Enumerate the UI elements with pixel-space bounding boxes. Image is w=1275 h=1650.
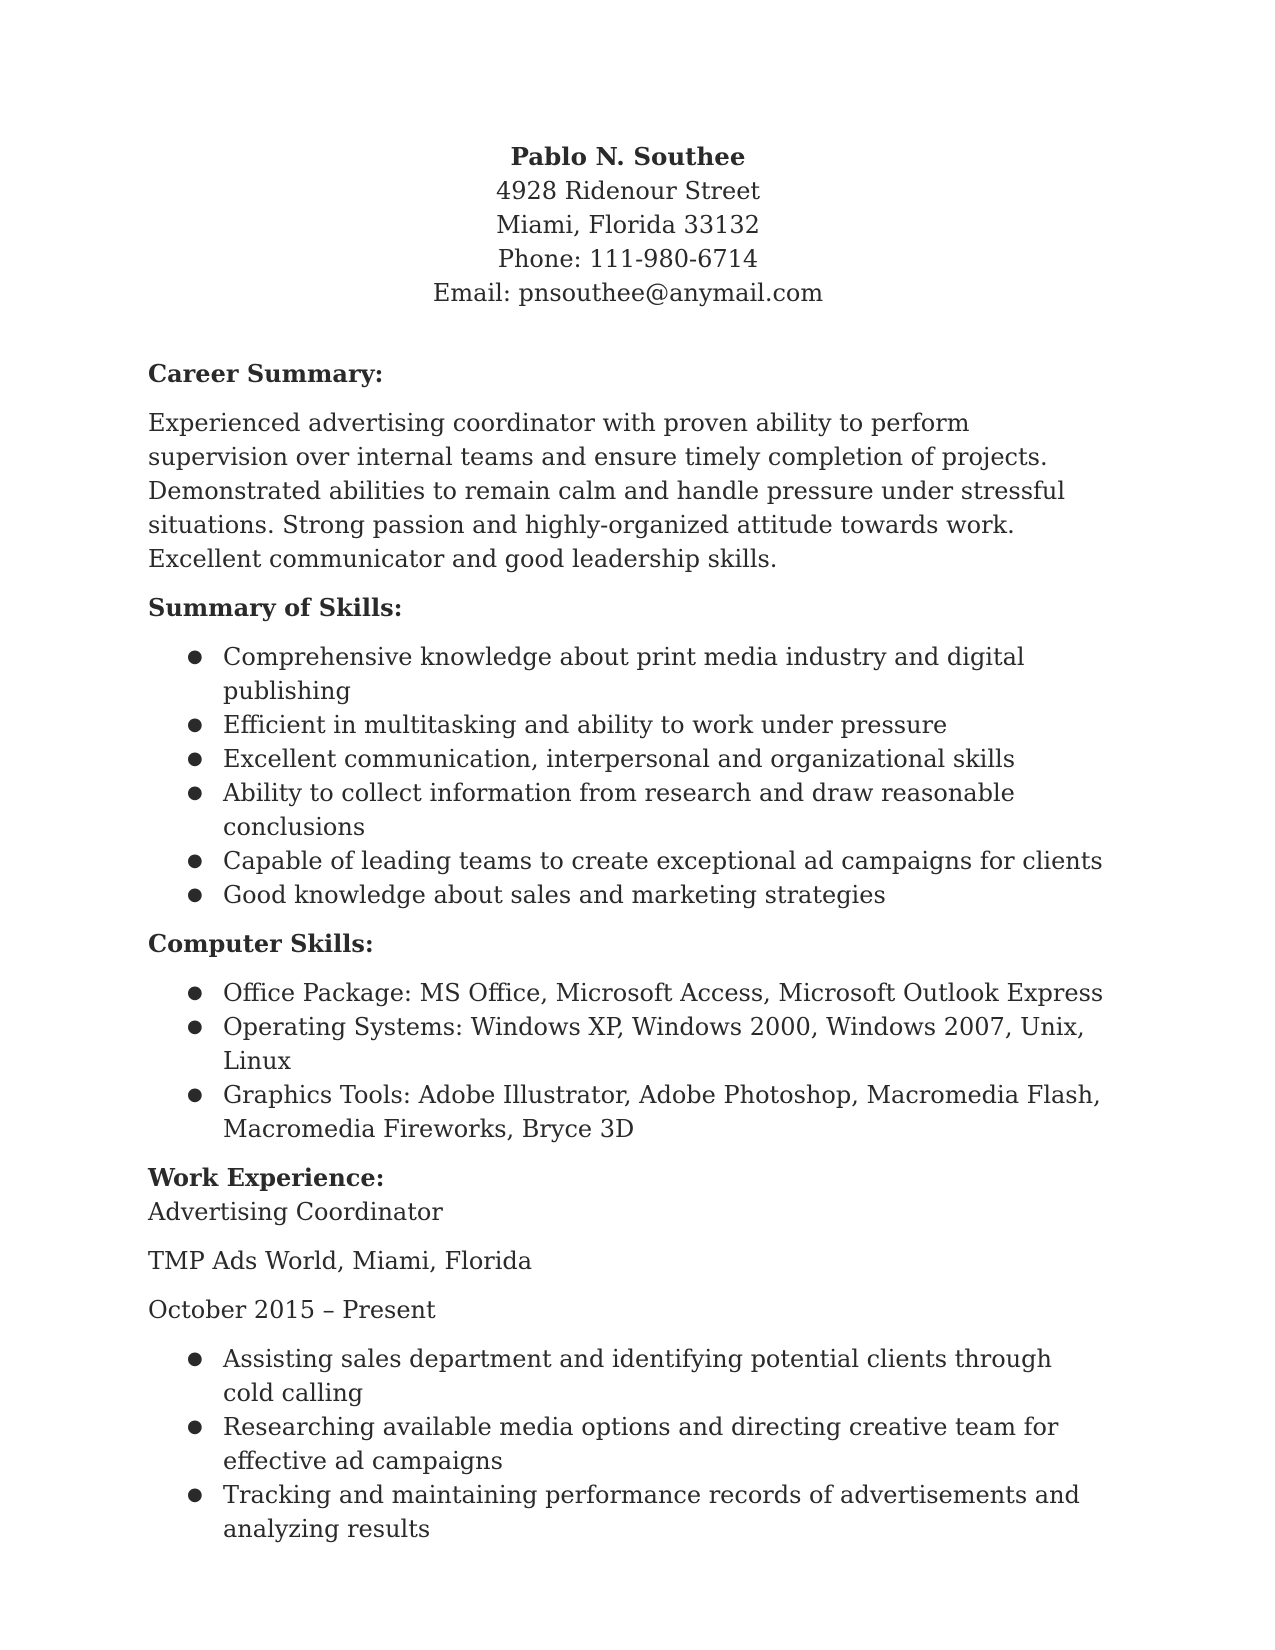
skills-heading: Summary of Skills: <box>148 593 403 622</box>
contact-header <box>148 140 1108 310</box>
career-summary-text: Experienced advertising coordinator with proven ability to perform supervision over internal teams and ensure timely completion of projects. Demonstrated abilities to remain calm and handle pressure under stressful situations. Strong passion and highly-organized attitude towards work. Excellent communicator and good leadership skills. <box>148 409 1066 573</box>
skill-text: Excellent communication, interpersonal and organizational skills <box>223 745 1016 773</box>
list-item <box>148 1342 1108 1410</box>
computer-skills-heading: Computer Skills: <box>148 929 374 958</box>
list-item <box>148 776 1108 844</box>
list-item <box>148 708 1108 742</box>
phone-number: Phone: 111-980-6714 <box>497 245 759 273</box>
bullet-icon: ● <box>187 646 203 667</box>
bullet-icon: ● <box>187 748 203 769</box>
list-item <box>148 844 1108 878</box>
employment-dates: October 2015 – Present <box>148 1296 436 1324</box>
computer-skills-list <box>148 976 1108 1146</box>
skills-list <box>148 640 1108 912</box>
skill-text: Efficient in multitasking and ability to work under pressure <box>223 711 948 739</box>
resume-page <box>148 140 1108 1546</box>
computer-skill-text: Graphics Tools: Adobe Illustrator, Adobe Photoshop, Macromedia Flash, Macromedia Fireworks, Bryce 3D <box>223 1081 1101 1143</box>
list-item <box>148 1078 1108 1146</box>
bullet-icon: ● <box>187 1484 203 1505</box>
skill-text: Ability to collect information from research and draw reasonable conclusions <box>223 779 1015 841</box>
list-item <box>148 640 1108 708</box>
company-location: TMP Ads World, Miami, Florida <box>148 1247 533 1275</box>
bullet-icon: ● <box>187 1084 203 1105</box>
skill-text: Comprehensive knowledge about print media industry and digital publishing <box>223 643 1025 705</box>
bullet-icon: ● <box>187 884 203 905</box>
bullet-icon: ● <box>187 982 203 1003</box>
email-address: Email: pnsouthee@anymail.com <box>432 279 824 307</box>
list-item <box>148 976 1108 1010</box>
list-item <box>148 1478 1108 1546</box>
address-line-2: Miami, Florida 33132 <box>496 211 760 239</box>
duty-text: Tracking and maintaining performance records of advertisements and analyzing results <box>223 1481 1080 1543</box>
skill-text: Good knowledge about sales and marketing strategies <box>223 881 886 909</box>
bullet-icon: ● <box>187 714 203 735</box>
list-item <box>148 1010 1108 1078</box>
list-item <box>148 1410 1108 1478</box>
skill-text: Capable of leading teams to create exceptional ad campaigns for clients <box>223 847 1103 875</box>
duty-text: Researching available media options and directing creative team for effective ad campaigns <box>223 1413 1059 1475</box>
address-line-1: 4928 Ridenour Street <box>495 177 761 205</box>
work-experience-heading: Work Experience: <box>148 1163 385 1192</box>
work-duties-list <box>148 1342 1108 1546</box>
bullet-icon: ● <box>187 782 203 803</box>
bullet-icon: ● <box>187 1016 203 1037</box>
bullet-icon: ● <box>187 1416 203 1437</box>
duty-text: Assisting sales department and identifying potential clients through cold calling <box>223 1345 1052 1407</box>
job-title: Advertising Coordinator <box>148 1198 443 1226</box>
career-summary-heading: Career Summary: <box>148 359 384 388</box>
computer-skill-text: Office Package: MS Office, Microsoft Access, Microsoft Outlook Express <box>223 979 1104 1007</box>
bullet-icon: ● <box>187 850 203 871</box>
bullet-icon: ● <box>187 1348 203 1369</box>
applicant-name: Pablo N. Southee <box>510 142 746 171</box>
list-item <box>148 878 1108 912</box>
computer-skill-text: Operating Systems: Windows XP, Windows 2000, Windows 2007, Unix, Linux <box>223 1013 1085 1075</box>
list-item <box>148 742 1108 776</box>
